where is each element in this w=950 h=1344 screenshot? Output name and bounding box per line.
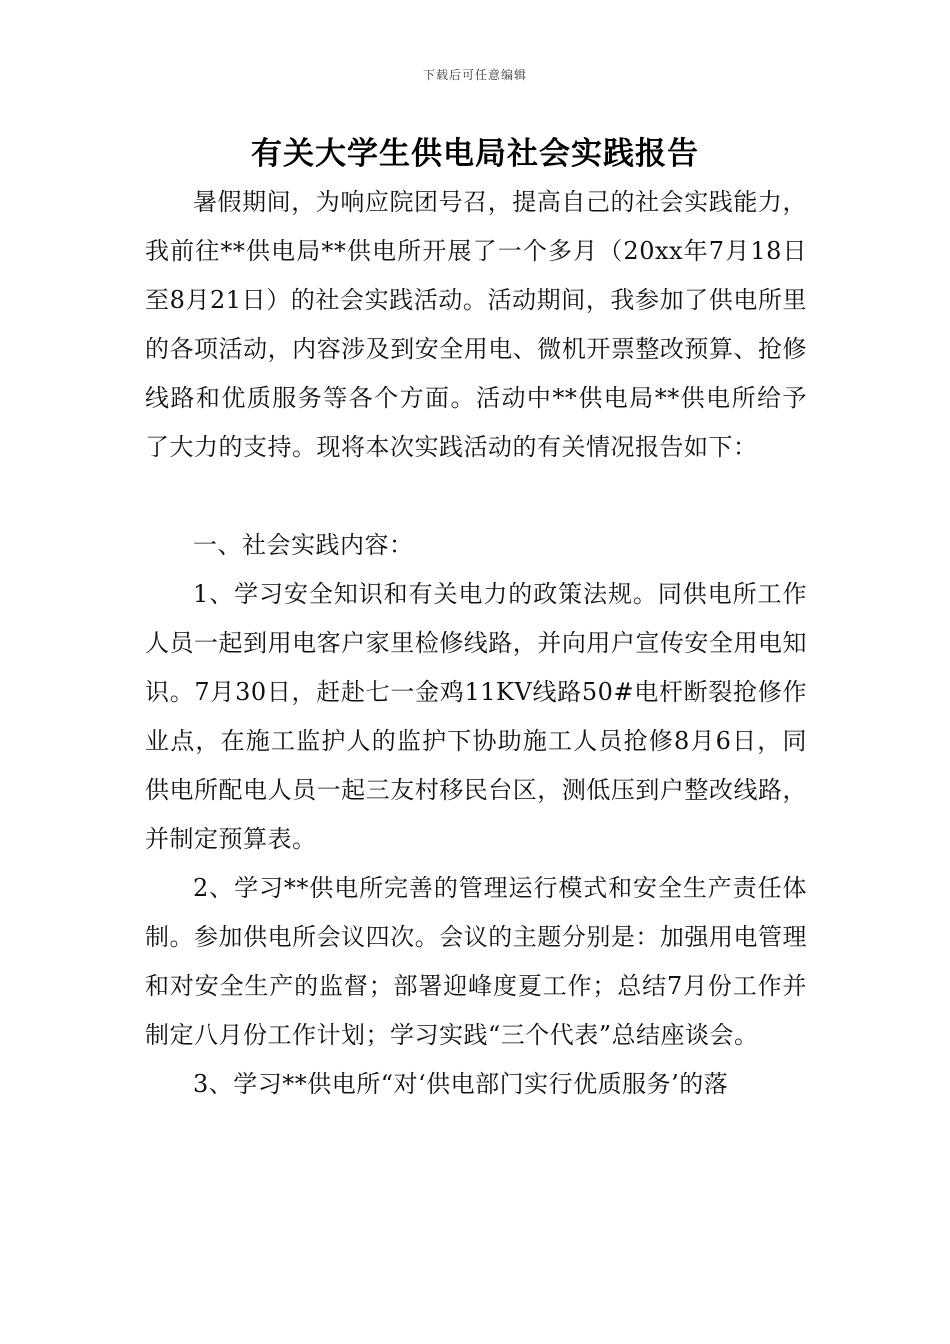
item-3-paragraph: 3、学习**供电所“对‘供电部门实行优质服务’的落 <box>193 1070 729 1098</box>
document-body <box>145 178 807 1109</box>
section-heading: 一、社会实践内容： <box>193 531 414 559</box>
document-title: 有关大学生供电局社会实践报告 <box>251 136 699 172</box>
item-1-paragraph: 1、学习安全知识和有关电力的政策法规。同供电所工作人员一起到用电客户家里检修线路，并向用户宣传安全用电知识。7月30日，赶赴七一金鸡11KV线路50#电杆断裂抢修作业点，在施工监护人的监护下协助施工人员抢修8月6日，同供电所配电人员一起三友村移民台区，测低压到户整改线路，并制定预算表。 <box>145 580 807 853</box>
header-note: 下载后可任意编辑 <box>422 68 527 82</box>
intro-paragraph: 暑假期间，为响应院团号召，提高自己的社会实践能力，我前往**供电局**供电所开展了一个多月（20xx年7月18日至8月21日）的社会实践活动。活动期间，我参加了供电所里的各项活动，内容涉及到安全用电、微机开票整改预算、抢修线路和优质服务等各个方面。活动中**供电局**供电所给予了大力的支持。现将本次实践活动的有关情况报告如下： <box>145 188 807 461</box>
item-2-paragraph: 2、学习**供电所完善的管理运行模式和安全生产责任体制。参加供电所会议四次。会议的主题分别是：加强用电管理和对安全生产的监督；部署迎峰度夏工作；总结7月份工作并制定八月份工作计划；学习实践“三个代表”总结座谈会。 <box>145 874 807 1049</box>
blank-line <box>145 472 807 521</box>
